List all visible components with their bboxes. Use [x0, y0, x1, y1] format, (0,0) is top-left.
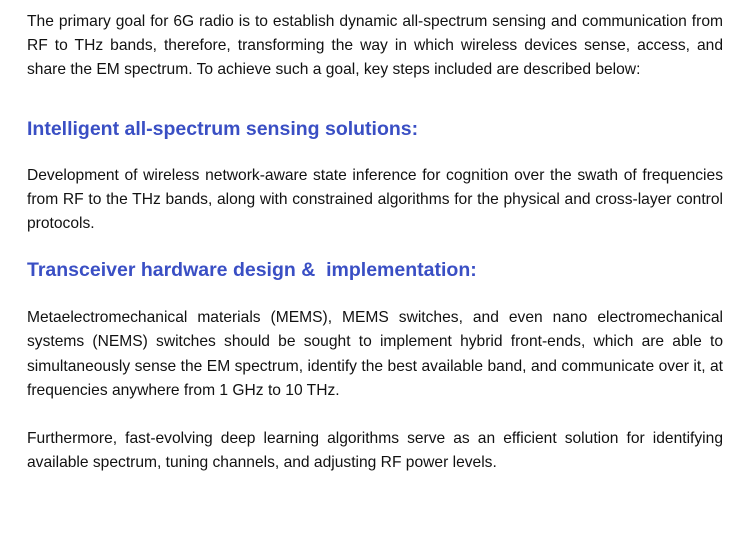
section-heading-transceiver: Transceiver hardware design & implementation: — [27, 259, 477, 282]
deep-learning-paragraph: Furthermore, fast-evolving deep learning algorithms serve as an efficient solution for identifying available spectrum, tuning channels, and adjusting RF power levels. — [27, 430, 723, 472]
document-page — [27, 10, 723, 475]
transceiver-paragraph: Metaelectromechanical materials (MEMS), MEMS switches, and even nano electromechanical systems (NEMS) switches should be sought to implement hybrid front-ends, which are able to simultaneously sense the EM spectrum, identify the best available band, and communicate over it, at frequencies anywhere from 1 GHz to 10 THz. — [27, 309, 723, 399]
sensing-paragraph: Development of wireless network-aware state inference for cognition over the swath of frequencies from RF to the THz bands, along with constrained algorithms for the physical and cross-layer control protocols. — [27, 166, 723, 233]
intro-paragraph: The primary goal for 6G radio is to establish dynamic all-spectrum sensing and communication from RF to THz bands, therefore, transforming the way in which wireless devices sense, access, and share the EM spectrum. To achieve such a goal, key steps included are described below: — [27, 13, 723, 79]
section-heading-sensing: Intelligent all-spectrum sensing solutions: — [27, 117, 419, 140]
